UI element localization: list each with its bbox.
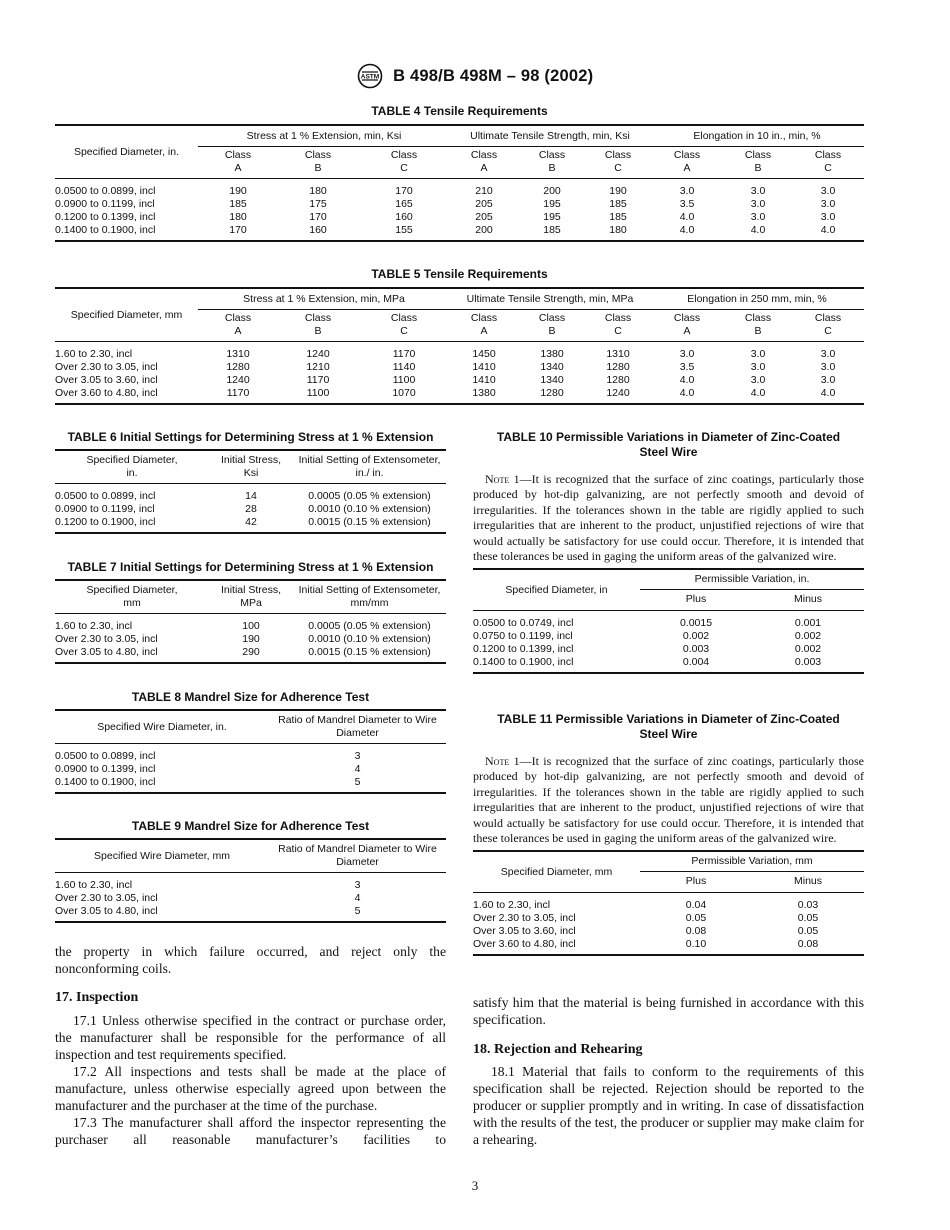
table-cell: 0.0015 (0.15 % extension): [308, 516, 431, 528]
table6-block: [55, 430, 446, 534]
table-cell: 1170: [392, 348, 416, 360]
row-diameter-cell: 0.0750 to 0.1199, incl: [473, 630, 573, 643]
row-diameter-cell: 0.0900 to 0.1199, incl: [55, 503, 155, 515]
table-row: [55, 744, 446, 764]
table9: [55, 838, 446, 923]
table9-block: [55, 819, 446, 923]
table-cell: 4: [354, 763, 361, 775]
page-number: 3: [471, 1178, 479, 1193]
table-cell: 185: [229, 198, 247, 210]
table-row: [55, 387, 864, 404]
table-cell: 1100: [306, 387, 330, 399]
table-cell: 180: [229, 211, 247, 223]
table10-block: [473, 430, 864, 674]
table-cell: 3.0: [820, 348, 836, 360]
continuation-paragraph: satisfy him that the material is being furnished in accordance with this specification.: [473, 995, 864, 1027]
table-row: [55, 763, 446, 776]
table-cell: 0.0015: [679, 617, 713, 630]
row-diameter-cell: 1.60 to 2.30, incl: [55, 620, 133, 632]
table-row: [473, 643, 864, 656]
table11-group-header: Permissible Variation, mm: [640, 851, 864, 872]
row-diameter-cell: 0.0500 to 0.0899, incl: [55, 750, 156, 762]
table9-header-diameter: Specified Wire Diameter, mm: [55, 839, 269, 873]
row-diameter-cell: Over 2.30 to 3.05, incl: [55, 361, 158, 373]
table-row: [55, 361, 864, 374]
paragraph-17-1: 17.1 Unless otherwise specified in the contract or purchase order, the manufacturer shall be responsible for the performance of all inspection and test requirements specified.: [55, 1013, 446, 1062]
table-cell: 0.08: [685, 925, 707, 938]
table-cell: 1280: [606, 374, 630, 386]
table-cell: 200: [475, 224, 493, 236]
table-cell: 3.0: [750, 185, 766, 197]
table-cell: 190: [609, 185, 627, 197]
row-diameter-cell: Over 3.05 to 3.60, incl: [55, 374, 158, 386]
table-cell: 0.003: [682, 643, 710, 656]
section-18-title: 18. Rejection and Rehearing: [473, 1042, 643, 1057]
table6-caption: TABLE 6 Initial Settings for Determining Stress at 1 % Extension: [67, 430, 434, 444]
row-diameter-cell: Over 2.30 to 3.05, incl: [473, 912, 576, 925]
table-cell: 4.0: [820, 387, 836, 399]
section-17-title: 17. Inspection: [55, 990, 139, 1005]
table-cell: 4.0: [679, 211, 695, 223]
table-cell: 3.0: [820, 185, 836, 197]
table8: [55, 709, 446, 794]
class-header: Class C: [358, 147, 450, 179]
table-cell: 175: [309, 198, 327, 210]
table9-caption: TABLE 9 Mandrel Size for Adherence Test: [131, 819, 370, 833]
table4-diam-header: Specified Diameter, in.: [55, 125, 198, 179]
carryover-paragraph: the property in which failure occurred, and reject only the nonconforming coils.: [55, 944, 446, 976]
table-cell: 0.002: [794, 643, 822, 656]
class-header: Class A: [198, 147, 278, 179]
table-cell: 0.03: [797, 899, 819, 912]
table-cell: 1340: [540, 374, 564, 386]
row-diameter-cell: 0.0900 to 0.1399, incl: [55, 763, 156, 775]
table-cell: 1280: [226, 361, 250, 373]
table4: [55, 124, 864, 242]
table-row: [55, 503, 446, 516]
table-cell: 14: [245, 490, 257, 502]
table-cell: 3.5: [679, 198, 695, 210]
table8-header-diameter: Specified Wire Diameter, in.: [55, 710, 269, 744]
table11-minus-header: Minus: [752, 872, 864, 893]
astm-logo-icon: [357, 63, 383, 89]
class-header: Class B: [278, 310, 358, 342]
table4-group-header: Stress at 1 % Extension, min, Ksi: [198, 125, 450, 147]
table-cell: 200: [543, 185, 561, 197]
table-cell: 1450: [472, 348, 496, 360]
table-cell: 1070: [392, 387, 416, 399]
table4-caption: TABLE 4 Tensile Requirements: [371, 104, 548, 118]
table-cell: 0.0010 (0.10 % extension): [308, 503, 431, 515]
table-cell: 4.0: [750, 387, 766, 399]
table-cell: 185: [543, 224, 561, 236]
table-cell: 42: [245, 516, 257, 528]
table-cell: 0.002: [682, 630, 710, 643]
table-cell: 155: [395, 224, 413, 236]
table-cell: 1410: [472, 374, 496, 386]
table-cell: 170: [229, 224, 247, 236]
table10-note-text: —It is recognized that the surface of zinc coatings, particularly those produced by hot-dip galvanizing, are not perfectly smooth and devoid of irregularities. If the tolerances shown in the table are rigidly applied to such irregularities that are inherent to the product, unjustified rejections of wire that would actually be satisfactory for use could occur. Therefore, it is intended that these tolerances be used in gaging the uniform areas of the galvanized wire.: [473, 472, 865, 564]
row-diameter-cell: Over 3.05 to 4.80, incl: [55, 646, 158, 658]
table-cell: 1240: [606, 387, 630, 399]
row-diameter-cell: 0.1200 to 0.1399, incl: [473, 643, 574, 656]
table-row: [473, 925, 864, 938]
table-cell: 1170: [306, 374, 330, 386]
row-diameter-cell: 1.60 to 2.30, incl: [55, 879, 133, 891]
table-cell: 4: [354, 892, 361, 904]
class-header: Class B: [518, 310, 586, 342]
table-cell: 1140: [392, 361, 416, 373]
table-cell: 0.05: [797, 925, 819, 938]
table-cell: 5: [354, 776, 361, 788]
table-cell: 3.0: [820, 374, 836, 386]
table5-group-header: Ultimate Tensile Strength, min, MPa: [450, 288, 650, 310]
table10-minus-header: Minus: [752, 590, 864, 611]
table-row: [55, 342, 864, 362]
class-header: Class B: [278, 147, 358, 179]
table6: [55, 449, 446, 534]
table-cell: 205: [475, 198, 493, 210]
table10-note-label: Note 1: [485, 472, 520, 486]
table-cell: 1380: [540, 348, 564, 360]
class-header: Class A: [650, 147, 724, 179]
table-cell: 28: [245, 503, 257, 515]
table-cell: 0.08: [797, 938, 819, 951]
table6-header-setting: Initial Setting of Extensometer, in./ in.: [293, 450, 446, 484]
table-cell: 3: [354, 750, 361, 762]
table-cell: 1380: [472, 387, 496, 399]
table8-block: [55, 690, 446, 794]
row-diameter-cell: 0.1200 to 0.1399, incl: [55, 211, 156, 223]
row-diameter-cell: 0.1400 to 0.1900, incl: [55, 224, 156, 236]
table-row: [55, 179, 864, 199]
table-row: [55, 905, 446, 922]
class-header: Class C: [586, 310, 650, 342]
row-diameter-cell: Over 3.60 to 4.80, incl: [473, 938, 576, 951]
table-row: [473, 912, 864, 925]
table-cell: 205: [475, 211, 493, 223]
table-cell: 100: [242, 620, 260, 632]
table-cell: 1310: [226, 348, 250, 360]
table-cell: 195: [543, 198, 561, 210]
table-cell: 1240: [306, 348, 330, 360]
page-header: [0, 63, 950, 89]
paragraph-17-3: 17.3 The manufacturer shall afford the inspector representing the purchaser all reasonable manufacturer’s facilities to: [55, 1115, 446, 1147]
row-diameter-cell: 0.0500 to 0.0749, incl: [473, 617, 574, 630]
table5-group-header: Elongation in 250 mm, min, %: [650, 288, 864, 310]
left-body-text: [55, 943, 446, 1148]
class-header: Class B: [724, 147, 792, 179]
logo-text: ASTM: [360, 73, 379, 81]
table7-header-diameter: Specified Diameter, mm: [55, 580, 209, 614]
table-cell: 1310: [606, 348, 630, 360]
row-diameter-cell: 0.0500 to 0.0899, incl: [55, 185, 156, 197]
table-cell: 0.0015 (0.15 % extension): [308, 646, 431, 658]
table-row: [473, 893, 864, 913]
table10-caption: TABLE 10 Permissible Variations in Diameter of Zinc-Coated Steel Wire: [496, 430, 841, 459]
table10-note: [473, 472, 864, 564]
table-row: [55, 646, 446, 663]
row-diameter-cell: Over 3.05 to 4.80, incl: [55, 905, 158, 917]
table-cell: 3: [354, 879, 361, 891]
table4-group-header: Ultimate Tensile Strength, min, Ksi: [450, 125, 650, 147]
table-cell: 1240: [226, 374, 250, 386]
table11-note: [473, 754, 864, 846]
table11-caption: TABLE 11 Permissible Variations in Diameter of Zinc-Coated Steel Wire: [497, 712, 840, 741]
table-cell: 180: [309, 185, 327, 197]
table7-block: [55, 560, 446, 664]
table10-diam-header: Specified Diameter, in: [473, 569, 640, 611]
table-row: [473, 656, 864, 673]
row-diameter-cell: 0.1200 to 0.1900, incl: [55, 516, 156, 528]
table-cell: 3.0: [750, 198, 766, 210]
row-diameter-cell: Over 2.30 to 3.05, incl: [55, 892, 158, 904]
table-cell: 3.0: [679, 348, 695, 360]
row-diameter-cell: Over 3.05 to 3.60, incl: [473, 925, 576, 938]
table-cell: 3.0: [820, 211, 836, 223]
table-cell: 0.0005 (0.05 % extension): [308, 490, 431, 502]
table5-block: [55, 267, 864, 405]
table-cell: 0.0005 (0.05 % extension): [308, 620, 431, 632]
table-cell: 185: [609, 198, 627, 210]
paragraph-18-1: 18.1 Material that fails to conform to the requirements of this specification shall be rejected. Rejection should be reported to the producer or supplier promptly and in writing. In case of dissatisfaction with the results of the test, the producer or supplier may make claim for a rehearing.: [473, 1064, 864, 1147]
class-header: Class C: [586, 147, 650, 179]
table4-group-header: Elongation in 10 in., min, %: [650, 125, 864, 147]
row-diameter-cell: 0.1400 to 0.1900, incl: [473, 656, 574, 669]
table-cell: 1170: [226, 387, 250, 399]
table-cell: 0.0010 (0.10 % extension): [308, 633, 431, 645]
document-designation: B 498/B 498M – 98 (2002): [393, 66, 594, 85]
table-cell: 3.0: [750, 374, 766, 386]
table-row: [473, 611, 864, 631]
table-cell: 0.10: [685, 938, 707, 951]
table-cell: 180: [609, 224, 627, 236]
table-cell: 195: [543, 211, 561, 223]
table-cell: 0.002: [794, 630, 822, 643]
table7-caption: TABLE 7 Initial Settings for Determining Stress at 1 % Extension: [67, 560, 434, 574]
table-row: [55, 776, 446, 793]
table-cell: 3.0: [750, 211, 766, 223]
table11-block: [473, 712, 864, 956]
table-cell: 4.0: [750, 224, 766, 236]
table-cell: 1280: [540, 387, 564, 399]
table-cell: 0.001: [794, 617, 822, 630]
table11-note-label: Note 1: [485, 754, 520, 768]
table10: [473, 568, 864, 674]
table11-note-text: —It is recognized that the surface of zinc coatings, particularly those produced by hot-dip galvanizing, are not perfectly smooth and devoid of irregularities. If the tolerances shown in the table are rigidly applied to such irregularities that are inherent to the product, unjustified rejections of wire that would actually be satisfactory for use could occur. Therefore, it is intended that these tolerances be used in gaging the uniform areas of the galvanized wire.: [473, 754, 865, 846]
table-cell: 0.004: [682, 656, 710, 669]
table-cell: 170: [395, 185, 413, 197]
class-header: Class C: [792, 310, 864, 342]
table10-group-header: Permissible Variation, in.: [640, 569, 864, 590]
class-header: Class A: [450, 310, 518, 342]
table-row: [473, 630, 864, 643]
class-header: Class A: [450, 147, 518, 179]
table-cell: 4.0: [820, 224, 836, 236]
table-row: [55, 224, 864, 241]
row-diameter-cell: Over 3.60 to 4.80, incl: [55, 387, 158, 399]
table-cell: 0.04: [685, 899, 707, 912]
row-diameter-cell: 1.60 to 2.30, incl: [55, 348, 133, 360]
row-diameter-cell: 0.1400 to 0.1900, incl: [55, 776, 156, 788]
table5-caption: TABLE 5 Tensile Requirements: [371, 267, 548, 281]
table-row: [55, 374, 864, 387]
class-header: Class B: [518, 147, 586, 179]
table-cell: 5: [354, 905, 361, 917]
table5: [55, 287, 864, 405]
table-row: [55, 516, 446, 533]
table-row: [55, 198, 864, 211]
table7: [55, 579, 446, 664]
table-row: [55, 484, 446, 504]
table-row: [55, 873, 446, 893]
row-diameter-cell: Over 2.30 to 3.05, incl: [55, 633, 158, 645]
table-cell: 1210: [306, 361, 330, 373]
table-cell: 1100: [392, 374, 416, 386]
table10-plus-header: Plus: [640, 590, 752, 611]
table11-diam-header: Specified Diameter, mm: [473, 851, 640, 893]
table-cell: 4.0: [679, 374, 695, 386]
table-cell: 4.0: [679, 224, 695, 236]
table-cell: 190: [242, 633, 260, 645]
table-cell: 160: [309, 224, 327, 236]
table-cell: 290: [242, 646, 260, 658]
table4-block: [55, 104, 864, 242]
table-cell: 3.0: [820, 361, 836, 373]
paragraph-17-2: 17.2 All inspections and tests shall be made at the place of manufacture, unless otherwise especially agreed upon between the manufacturer and the purchaser at the time of the purchase.: [55, 1064, 446, 1113]
table-cell: 4.0: [679, 387, 695, 399]
class-header: Class C: [358, 310, 450, 342]
table-cell: 210: [475, 185, 493, 197]
table-cell: 3.0: [820, 198, 836, 210]
table-cell: 1340: [540, 361, 564, 373]
table9-header-ratio: Ratio of Mandrel Diameter to Wire Diameter: [269, 839, 446, 873]
row-diameter-cell: 1.60 to 2.30, incl: [473, 899, 551, 912]
table-row: [473, 938, 864, 955]
table-row: [55, 892, 446, 905]
class-header: Class A: [198, 310, 278, 342]
table-cell: 3.0: [750, 361, 766, 373]
table5-diam-header: Specified Diameter, mm: [55, 288, 198, 342]
table-cell: 0.05: [685, 912, 707, 925]
table7-header-setting: Initial Setting of Extensometer, mm/mm: [293, 580, 446, 614]
table-cell: 190: [229, 185, 247, 197]
table7-header-stress: Initial Stress, MPa: [209, 580, 293, 614]
table-cell: 3.0: [750, 348, 766, 360]
class-header: Class C: [792, 147, 864, 179]
row-diameter-cell: 0.0900 to 0.1199, incl: [55, 198, 155, 210]
table8-caption: TABLE 8 Mandrel Size for Adherence Test: [131, 690, 370, 704]
table-cell: 185: [609, 211, 627, 223]
right-body-text: [473, 994, 864, 1148]
table-row: [55, 211, 864, 224]
table-row: [55, 633, 446, 646]
table-cell: 160: [395, 211, 413, 223]
table-cell: 1410: [472, 361, 496, 373]
table5-group-header: Stress at 1 % Extension, min, MPa: [198, 288, 450, 310]
row-diameter-cell: 0.0500 to 0.0899, incl: [55, 490, 156, 502]
table6-header-stress: Initial Stress, Ksi: [209, 450, 293, 484]
table11: [473, 850, 864, 956]
table8-header-ratio: Ratio of Mandrel Diameter to Wire Diameter: [269, 710, 446, 744]
table11-plus-header: Plus: [640, 872, 752, 893]
table-cell: 0.003: [794, 656, 822, 669]
table-cell: 0.05: [797, 912, 819, 925]
table-cell: 3.0: [679, 185, 695, 197]
class-header: Class A: [650, 310, 724, 342]
class-header: Class B: [724, 310, 792, 342]
table-cell: 165: [395, 198, 413, 210]
table6-header-diameter: Specified Diameter, in.: [55, 450, 209, 484]
table-cell: 3.5: [679, 361, 695, 373]
table-cell: 170: [309, 211, 327, 223]
table-cell: 1280: [606, 361, 630, 373]
table-row: [55, 614, 446, 634]
